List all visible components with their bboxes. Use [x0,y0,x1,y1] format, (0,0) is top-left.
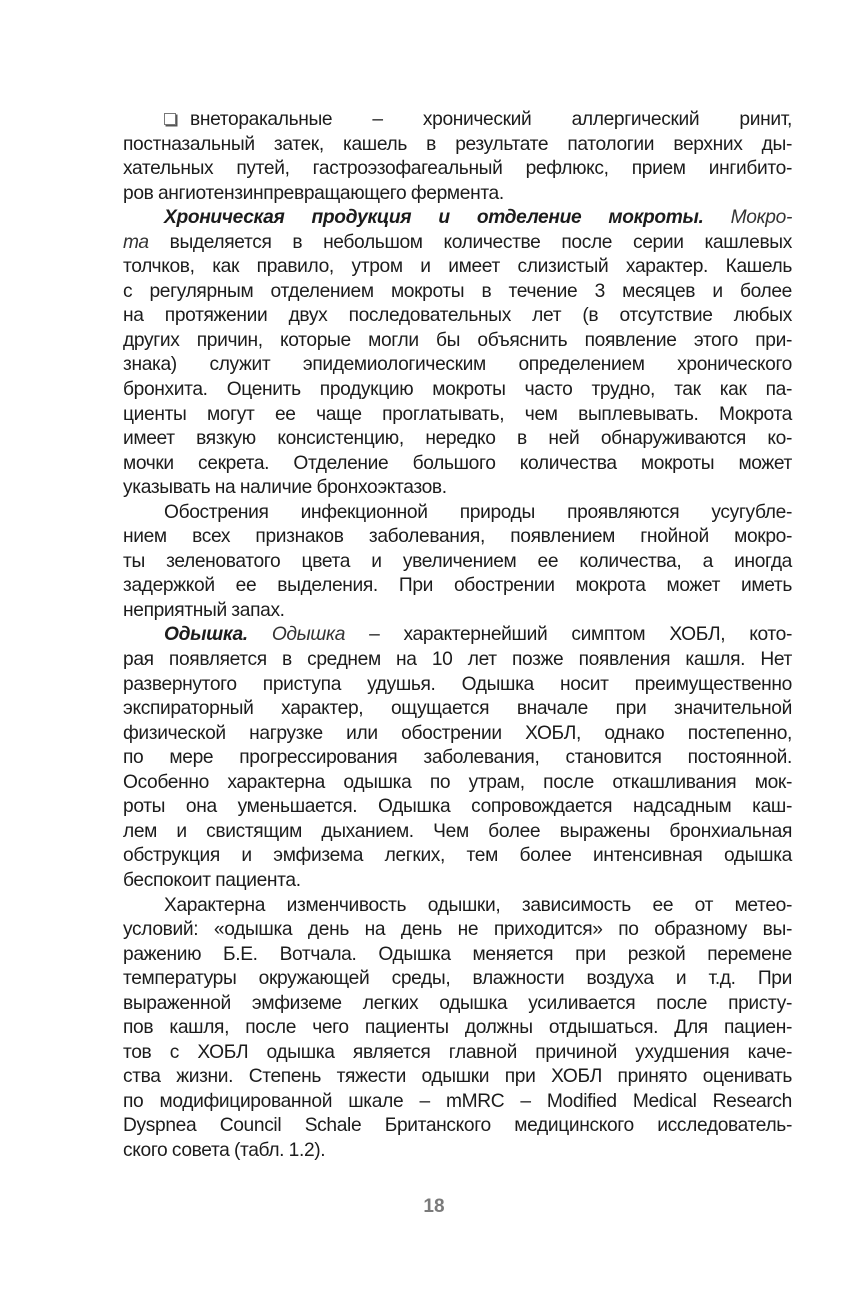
text-line [123,206,792,231]
text-line: имеет вязкую консистенцию, нередко в ней обнаруживаются ко- [123,428,792,450]
text-line: Характерна изменчивость одышки, зависимость ее от метео- [164,894,792,916]
text-line: с регулярным отделением мокроты в течение 3 месяцев и более [123,280,792,302]
text-line: выраженной эмфиземе легких одышка усиливается после присту- [123,992,792,1014]
text-line: на протяжении двух последовательных лет (в отсутствие любых [123,305,792,327]
paragraph-exacerbations [123,501,792,624]
paragraph-sputum [123,206,792,501]
page-body [123,108,792,1164]
text-line: беспокоит пациента. [123,869,301,891]
text-line: знака) служит эпидемиологическим определением хронического [123,354,792,376]
section-heading-sputum: Хроническая продукция и отделение мокроты. [164,207,704,229]
text-line: ства жизни. Степень тяжести одышки при ХОБЛ принято оценивать [123,1066,792,1088]
italic-term: Одышка [271,624,346,646]
text-line: ты зеленоватого цвета и увеличением ее количества, а иногда [123,550,792,572]
text-line: постназальный затек, кашель в результате патологии верхних ды- [123,133,792,155]
paragraph-extrathoracic [123,108,792,206]
text-line: температуры окружающей среды, влажности воздуха и т.д. При [123,968,792,990]
text-line: развернутого приступа удушья. Одышка носит преимущественно [123,673,792,695]
text-line: условий: «одышка день на день не приходится» по образному вы- [123,919,792,941]
text-line: указывать на наличие бронхоэктазов. [123,477,447,499]
text-line: экспираторный характер, ощущается вначале при значительной [123,698,792,720]
paragraph-variability [123,894,792,1164]
italic-term: та [123,231,149,253]
text-line: ражению Б.Е. Вотчала. Одышка меняется при резкой перемене [123,943,792,965]
text-line: тов с ХОБЛ одышка является главной причиной ухудшения каче- [123,1041,792,1063]
checkbox-square-icon [164,113,176,125]
text-line: мочки секрета. Отделение большого количества мокроты может [123,452,792,474]
text-line: обструкция и эмфизема легких, тем более интенсивная одышка [123,845,792,867]
text-line: по модифицированной шкале – mMRC – Modified Medical Research [123,1090,792,1112]
text-line: Особенно характерна одышка по утрам, после откашливания мок- [123,771,792,793]
text-line: внеторакальные – хронический аллергический ринит, [123,108,792,133]
text-line: роты она уменьшается. Одышка сопровождается надсадным каш- [123,796,792,818]
text-line: неприятный запах. [123,599,285,621]
text-line: физической нагрузке или обострении ХОБЛ, однако постепенно, [123,722,792,744]
text-line: нием всех признаков заболевания, появлением гнойной мокро- [123,526,792,548]
text-line: ров ангиотензинпревращающего фермента. [123,182,504,204]
text-line: ского совета (табл. 1.2). [123,1139,326,1161]
text-line: хательных путей, гастроэзофагеальный рефлюкс, прием ингибито- [123,158,792,180]
text-line: пов кашля, после чего пациенты должны отдышаться. Для пациен- [123,1017,792,1039]
text-line: других причин, которые могли бы объяснить появление этого при- [123,329,792,351]
italic-term: Мокро- [730,207,792,229]
text-line: лем и свистящим дыханием. Чем более выражены бронхиальная [123,820,792,842]
text-line: та выделяется в небольшом количестве после серии кашлевых [123,231,792,253]
text-line: Одышка. Одышка – характернейший симптом ХОБЛ, кото- [164,624,793,646]
section-heading-dyspnea: Одышка. [164,624,248,646]
page-number: 18 [423,1196,445,1217]
text-line: циенты могут ее чаще проглатывать, чем выплевывать. Мокрота [123,403,792,425]
text-line: задержкой ее выделения. При обострении мокрота может иметь [123,575,792,597]
text-line: по мере прогрессирования заболевания, становится постоянной. [123,747,792,769]
text-line: рая появляется в среднем на 10 лет позже появления кашля. Нет [123,649,792,671]
text-line: Dyspnea Council Schale Британского медицинского исследователь- [123,1115,792,1137]
text-line: Обострения инфекционной природы проявляются усугубле- [164,501,792,523]
text-line: бронхита. Оценить продукцию мокроты часто трудно, так как па- [123,379,792,401]
paragraph-dyspnea [123,623,792,893]
text-line: толчков, как правило, утром и имеет слизистый характер. Кашель [123,256,792,278]
